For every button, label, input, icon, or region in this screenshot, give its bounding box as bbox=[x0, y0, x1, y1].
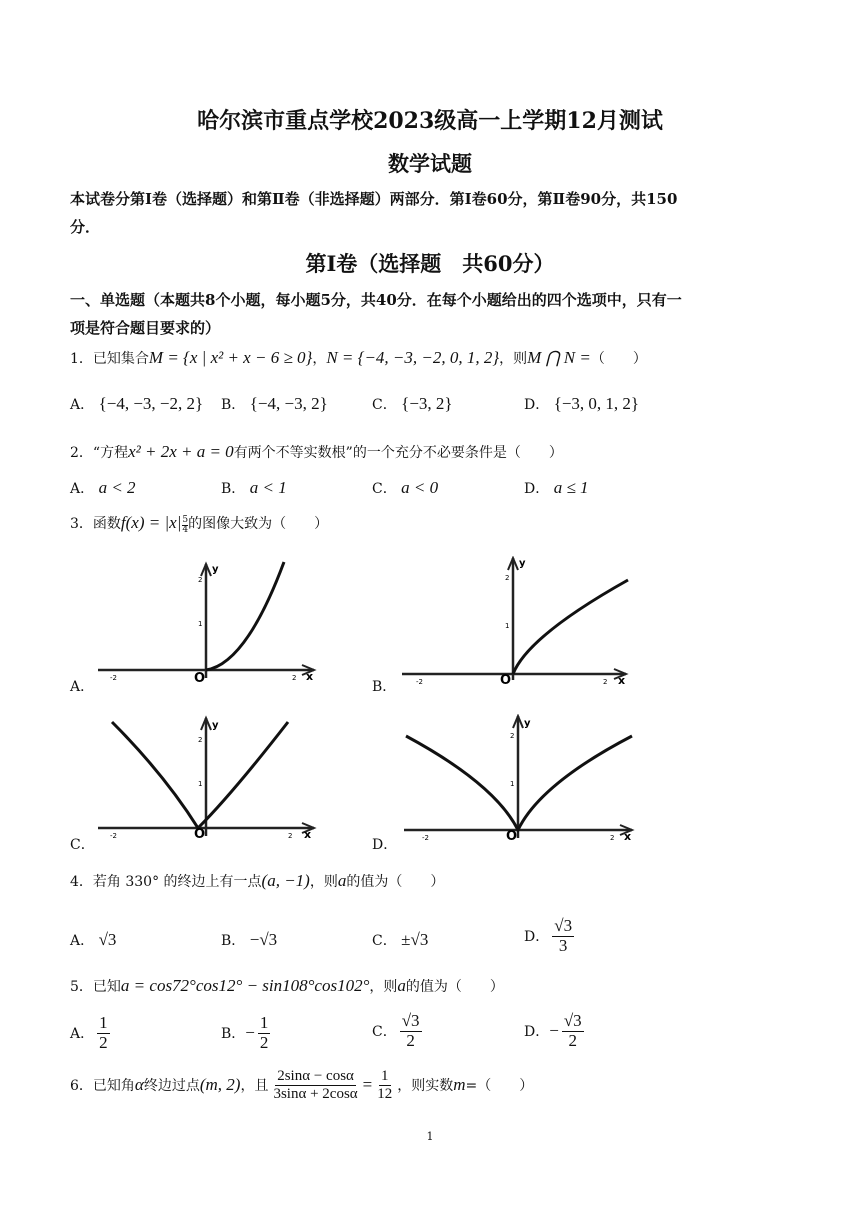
origin-label: O bbox=[194, 671, 206, 686]
q5-var: a bbox=[397, 976, 406, 995]
tick-y1: 1 bbox=[198, 620, 203, 628]
q2-option-b: B． a < 1 bbox=[221, 478, 287, 497]
origin-label: O bbox=[500, 673, 512, 686]
section-title: 第Ⅰ卷（选择题 共60分） bbox=[305, 251, 555, 276]
q6-and: ，且 bbox=[240, 1078, 269, 1094]
q3-suffix: 的图像大致为（ ） bbox=[188, 516, 329, 532]
graph-b bbox=[398, 556, 630, 686]
tick-neg2: -2 bbox=[422, 834, 429, 842]
tick-y2: 2 bbox=[505, 574, 510, 582]
tick-y2: 2 bbox=[510, 732, 515, 740]
question-4 bbox=[70, 871, 444, 891]
q4-option-a: A． √3 bbox=[70, 930, 117, 949]
q2-option-a: A． a < 2 bbox=[70, 478, 136, 497]
q1-option-a: A． {−4, −3, −2, 2} bbox=[70, 394, 204, 413]
exam-subtitle: 数学试题 bbox=[388, 151, 472, 176]
q4-option-b: B． −√3 bbox=[221, 930, 278, 949]
q1-comma: ， bbox=[312, 351, 327, 367]
q3-prefix: 3．函数 bbox=[70, 516, 121, 532]
q5-option-d: D．− $\frac{√3}{2}$ bbox=[524, 1011, 582, 1050]
tick-y1: 1 bbox=[505, 622, 510, 630]
tick-2: 2 bbox=[610, 834, 615, 842]
intro-line-1: 本试卷分第Ⅰ卷（选择题）和第Ⅱ卷（非选择题）两部分．第Ⅰ卷60分，第Ⅱ卷90分，共150 bbox=[70, 190, 678, 208]
graph-label-d: D． bbox=[372, 837, 398, 853]
curve bbox=[513, 580, 628, 674]
x-label: x bbox=[624, 830, 632, 843]
q4-point: (a, −1) bbox=[261, 871, 310, 890]
origin-label: O bbox=[506, 829, 518, 844]
tick-neg2: -2 bbox=[110, 832, 117, 840]
q1-option-b: B． {−4, −3, 2} bbox=[221, 394, 328, 413]
graph-label-a: A． bbox=[70, 679, 95, 695]
graph-d bbox=[400, 714, 636, 844]
q1-set-m: M = {x | x² + x − 6 ≥ 0} bbox=[148, 348, 313, 367]
q2-equation: x² + 2x + a = 0 bbox=[128, 442, 234, 461]
y-label: y bbox=[524, 718, 531, 729]
q6-prefix: 6．已知角 bbox=[70, 1078, 135, 1094]
q6-alpha: α bbox=[134, 1075, 144, 1094]
q5-suffix: ，则 bbox=[369, 979, 398, 995]
tick-2: 2 bbox=[288, 832, 293, 840]
q4-var: a bbox=[337, 871, 347, 890]
q2-prefix: 2．“方程 bbox=[70, 445, 129, 461]
q3-function: f(x) = |x| bbox=[120, 513, 182, 532]
intro-line-2: 分． bbox=[70, 218, 101, 236]
question-3 bbox=[70, 513, 328, 535]
q4-option-d: D． $\frac{√3}{3}$ bbox=[524, 916, 573, 955]
tick-2: 2 bbox=[603, 678, 608, 686]
q4-option-c: C． ±√3 bbox=[372, 930, 429, 949]
q5-option-b: B．− $\frac{1}{2}$ bbox=[221, 1013, 269, 1052]
tick-y1: 1 bbox=[198, 780, 203, 788]
q1-then: ，则 bbox=[499, 351, 528, 367]
q2-option-d: D． a ≤ 1 bbox=[524, 478, 589, 497]
page-number: 1 bbox=[426, 1130, 434, 1143]
origin-label: O bbox=[194, 827, 206, 842]
q2-option-c: C． a < 0 bbox=[372, 478, 439, 497]
curve bbox=[206, 562, 284, 670]
q5-prefix: 5．已知 bbox=[70, 979, 121, 995]
q6-point: (m, 2) bbox=[199, 1075, 241, 1094]
question-5 bbox=[70, 976, 504, 996]
question-2 bbox=[70, 442, 563, 462]
q5-expression: a = cos72°cos12° − sin108°cos102° bbox=[120, 976, 370, 995]
q3-exponent: $\frac{5}{4}$ bbox=[182, 515, 189, 536]
q1-paren: （ ） bbox=[590, 351, 647, 367]
x-label: x bbox=[304, 828, 312, 841]
q2-suffix: 有两个不等实数根”的一个充分不必要条件是（ ） bbox=[233, 445, 563, 461]
tick-2: 2 bbox=[292, 674, 297, 682]
x-label: x bbox=[618, 674, 626, 686]
q4-suffix2: 的值为（ ） bbox=[346, 874, 445, 890]
q6-var: m bbox=[453, 1075, 466, 1094]
graph-c bbox=[94, 714, 320, 844]
y-label: y bbox=[519, 558, 526, 569]
tick-y2: 2 bbox=[198, 576, 203, 584]
q5-suffix2: 的值为（ ） bbox=[405, 979, 504, 995]
q6-mid: 终边过点 bbox=[143, 1078, 200, 1094]
q6-equals: = bbox=[362, 1075, 373, 1094]
graph-a bbox=[94, 556, 320, 686]
q6-fraction: $\frac{2\sin\alpha - \cos\alpha}{3\sin\alpha + 2\cos\alpha}$ bbox=[273, 1068, 358, 1102]
tick-neg2: -2 bbox=[416, 678, 423, 686]
tick-neg2: -2 bbox=[110, 674, 117, 682]
q1-prefix: 1．已知集合 bbox=[70, 351, 149, 367]
section-instructions-line-1: 一、单选题（本题共8个小题，每小题5分，共40分．在每个小题给出的四个选项中，只有一 bbox=[70, 291, 682, 309]
q1-option-d: D． {−3, 0, 1, 2} bbox=[524, 394, 640, 413]
q5-option-c: C． $\frac{√3}{2}$ bbox=[372, 1011, 420, 1050]
tick-y1: 1 bbox=[510, 780, 515, 788]
q1-set-n: N = {−4, −3, −2, 0, 1, 2} bbox=[326, 348, 500, 367]
q1-option-c: C． {−3, 2} bbox=[372, 394, 453, 413]
q6-suffix2: =（ ） bbox=[465, 1078, 534, 1094]
exam-title: 哈尔滨市重点学校2023级高一上学期12月测试 bbox=[197, 108, 663, 134]
q6-suffix: ，则实数 bbox=[397, 1078, 454, 1094]
q1-expr: M ⋂ N = bbox=[527, 348, 591, 367]
y-label: y bbox=[212, 720, 219, 731]
graph-label-b: B． bbox=[372, 679, 397, 695]
y-label: y bbox=[212, 564, 219, 575]
tick-y2: 2 bbox=[198, 736, 203, 744]
graph-label-c: C． bbox=[70, 837, 95, 853]
q6-rhs-fraction: $\frac{1}{12}$ bbox=[377, 1068, 393, 1102]
q4-prefix: 4．若角 330° 的终边上有一点 bbox=[70, 874, 262, 890]
q5-option-a: A． $\frac{1}{2}$ bbox=[70, 1013, 108, 1052]
x-label: x bbox=[306, 670, 314, 683]
question-6 bbox=[70, 1068, 533, 1102]
q4-suffix: ，则 bbox=[309, 874, 338, 890]
question-1 bbox=[70, 348, 647, 368]
section-instructions-line-2: 项是符合题目要求的） bbox=[70, 319, 221, 337]
